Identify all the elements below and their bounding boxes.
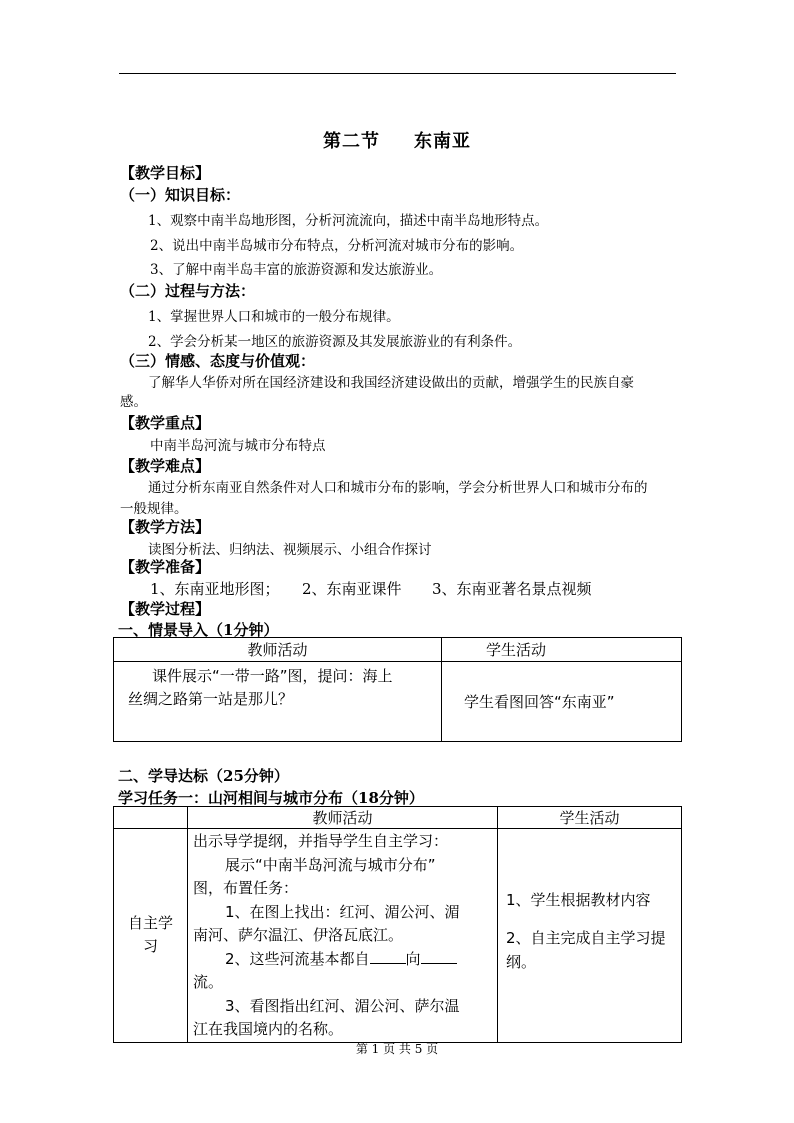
difficulties-text-line2: 一般规律。 (120, 501, 188, 517)
blank-from[interactable] (370, 949, 406, 964)
teacher-line: 3、看图指出红河、湄公河、萨尔温 (225, 996, 460, 1015)
student-line: 2、自主完成自主学习提 (506, 929, 666, 947)
process-steps-heading: 【教学过程】 (120, 600, 211, 618)
part1-heading: 一、情景导入（1分钟） (118, 621, 279, 639)
key-points-text: 中南半岛河流与城市分布特点 (150, 438, 326, 454)
objectives-heading: 【教学目标】 (120, 164, 211, 182)
teacher-line: 流。 (193, 973, 224, 991)
task1-heading: 学习任务一：山河相间与城市分布（18分钟） (118, 789, 424, 807)
process-item: 1、掌握世界人口和城市的一般分布规律。 (148, 309, 400, 325)
preparation-item: 2、东南亚课件 (302, 580, 402, 598)
intro-activity-table (113, 637, 682, 742)
task1-activity-table (113, 806, 682, 1043)
row-label-self-study: 自主学习 (114, 829, 188, 1043)
title-region: 东南亚 (414, 131, 471, 152)
teacher-line: 南河、萨尔温江、伊洛瓦底江。 (193, 926, 404, 944)
knowledge-item: 3、了解中南半岛丰富的旅游资源和发达旅游业。 (150, 262, 443, 278)
teacher-activity-cell (114, 662, 442, 742)
teacher-line-fill-blank: 2、这些河流基本都自 向 (193, 948, 491, 972)
teacher-activity-line2: 丝绸之路第一站是那儿？ (128, 690, 294, 708)
blank-to[interactable] (421, 949, 457, 964)
student-activity-header: 学生活动 (442, 638, 682, 662)
teacher-line: 展示“中南半岛河流与城市分布” (225, 855, 436, 874)
teacher-activity-header: 教师活动 (188, 807, 498, 829)
title-section: 第二节 (323, 131, 380, 152)
corner-cell (114, 807, 188, 829)
teacher-activity-line1: 课件展示“一带一路”图，提问：海上 (152, 667, 393, 685)
emotion-text-line1: 了解华人华侨对所在国经济建设和我国经济建设做出的贡献，增强学生的民族自豪 (148, 375, 634, 391)
teacher-line: 1、在图上找出：红河、湄公河、湄 (225, 902, 460, 921)
student-activity-header: 学生活动 (498, 807, 682, 829)
student-activity-cell: 学生看图回答“东南亚” (442, 662, 682, 742)
difficulties-text-line1: 通过分析东南亚自然条件对人口和城市分布的影响，学会分析世界人口和城市分布的 (148, 480, 648, 496)
teacher-line: 图，布置任务： (193, 879, 299, 897)
preparation-item: 1、东南亚地形图； (150, 580, 280, 598)
header-rule (119, 73, 676, 74)
difficulties-heading: 【教学难点】 (120, 457, 211, 475)
student-line: 纲。 (506, 953, 537, 971)
page-title (0, 127, 794, 153)
methods-text: 读图分析法、归纳法、视频展示、小组合作探讨 (148, 542, 432, 558)
teacher-activity-header: 教师活动 (114, 638, 442, 662)
preparation-heading: 【教学准备】 (120, 558, 211, 576)
teacher-activity-cell (188, 829, 498, 1043)
page-footer: 第 1 页 共 5 页 (355, 1042, 439, 1056)
knowledge-heading: （一）知识目标： (120, 186, 241, 204)
knowledge-item: 2、说出中南半岛城市分布特点，分析河流对城市分布的影响。 (150, 238, 524, 254)
emotion-heading: （三）情感、态度与价值观： (120, 352, 316, 370)
teacher-line: 出示导学提纲，并指导学生自主学习： (193, 832, 449, 850)
process-heading: （二）过程与方法： (120, 282, 256, 300)
knowledge-item: 1、观察中南半岛地形图，分析河流流向，描述中南半岛地形特点。 (148, 213, 549, 229)
process-item: 2、学会分析某一地区的旅游资源及其发展旅游业的有利条件。 (148, 334, 522, 350)
student-line: 1、学生根据教材内容 (506, 891, 651, 909)
key-points-heading: 【教学重点】 (120, 414, 211, 432)
emotion-text-line2: 感。 (120, 394, 147, 410)
teacher-line: 江在我国境内的名称。 (193, 1020, 344, 1038)
methods-heading: 【教学方法】 (120, 518, 211, 536)
preparation-item: 3、东南亚著名景点视频 (432, 580, 592, 598)
part2-heading: 二、学导达标（25分钟） (118, 767, 289, 785)
student-activity-cell (498, 829, 682, 1043)
